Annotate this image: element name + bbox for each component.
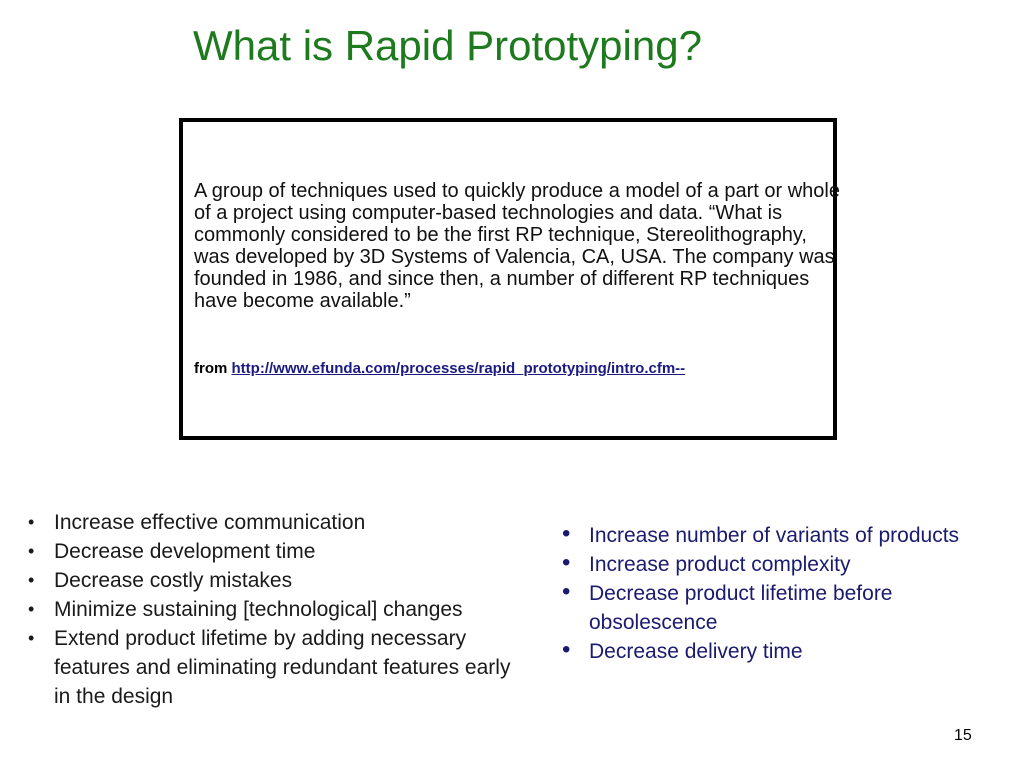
bullet-icon: • — [562, 549, 571, 576]
trends-list — [562, 521, 962, 666]
list-item-text: Decrease development time — [54, 540, 316, 563]
benefits-list — [28, 508, 528, 711]
list-item-text: Increase effective communication — [54, 511, 366, 534]
list-item-text: Extend product lifetime by adding necessary features and eliminating redundant features early in the design — [54, 627, 511, 708]
page-number: 15 — [954, 727, 972, 744]
bullet-icon: • — [28, 628, 35, 648]
list-item — [28, 508, 528, 537]
list-item — [28, 624, 528, 711]
source-link[interactable]: http://www.efunda.com/processes/rapid_prototyping/intro.cfm-- — [231, 360, 686, 377]
list-item-text: Decrease delivery time — [589, 640, 803, 663]
list-item — [28, 537, 528, 566]
list-item — [562, 579, 962, 637]
list-item — [562, 521, 962, 550]
list-item-text: Increase product complexity — [589, 553, 851, 576]
bullet-icon: • — [28, 541, 35, 561]
list-item — [562, 550, 962, 579]
bullet-icon: • — [562, 578, 571, 605]
list-item-text: Increase number of variants of products — [589, 524, 960, 547]
quote-source — [194, 360, 685, 377]
list-item — [28, 566, 528, 595]
source-prefix: from — [194, 360, 228, 377]
slide-title: What is Rapid Prototyping? — [193, 22, 702, 69]
list-item-text: Decrease costly mistakes — [54, 569, 293, 592]
list-item — [562, 637, 962, 666]
list-item — [28, 595, 528, 624]
bullet-icon: • — [28, 599, 35, 619]
list-item-text: Decrease product lifetime before obsolescence — [589, 582, 893, 634]
bullet-icon: • — [28, 512, 35, 532]
list-item-text: Minimize sustaining [technological] changes — [54, 598, 463, 621]
bullet-icon: • — [28, 570, 35, 590]
bullet-icon: • — [562, 636, 571, 663]
bullet-icon: • — [562, 520, 571, 547]
quote-text: A group of techniques used to quickly produce a model of a part or whole of a project using computer-based technologies and data. “What is commonly considered to be the first RP technique, Stereolithography, was developed by 3D Systems of Valencia, CA, USA. The company was founded in 1986, and since then, a number of different RP techniques have become available.” — [194, 180, 840, 312]
